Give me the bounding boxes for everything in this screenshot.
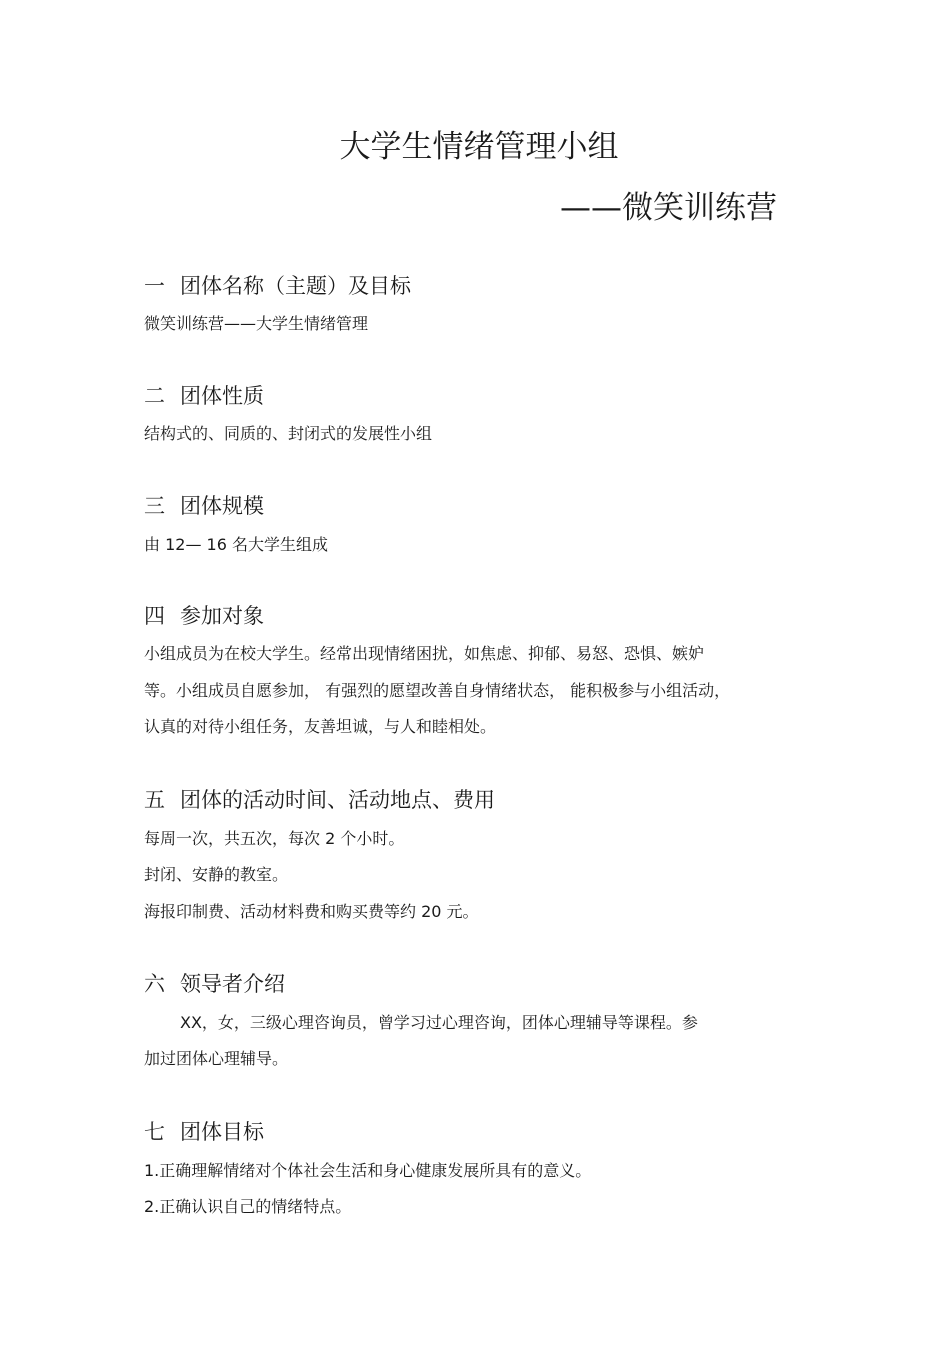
section-number: 一 bbox=[144, 274, 165, 298]
section-number: 七 bbox=[144, 1120, 165, 1144]
section-heading-5 bbox=[144, 786, 495, 814]
section-text: 认真的对待小组任务，友善坦诚，与人和睦相处。 bbox=[144, 717, 497, 736]
document-subtitle: ——微笑训练营 bbox=[560, 190, 777, 226]
section-text: 等。小组成员自愿参加， 有强烈的愿望改善自身情绪状态， 能积极参与小组活动， bbox=[144, 681, 731, 700]
section-title: 领导者介绍 bbox=[180, 972, 285, 996]
section-text: XX，女，三级心理咨询员，曾学习过心理咨询，团体心理辅导等课程。参 bbox=[180, 1013, 698, 1032]
section-text: 结构式的、同质的、封闭式的发展性小组 bbox=[144, 424, 433, 443]
section-text: 2.正确认识自己的情绪特点。 bbox=[144, 1197, 352, 1216]
section-number: 二 bbox=[144, 384, 165, 408]
section-title: 参加对象 bbox=[180, 604, 264, 628]
section-text: 海报印制费、活动材料费和购买费等约 20 元。 bbox=[144, 902, 479, 921]
section-number: 四 bbox=[144, 604, 165, 628]
section-number: 三 bbox=[144, 494, 165, 518]
section-heading-2 bbox=[144, 382, 264, 410]
section-heading-7 bbox=[144, 1118, 264, 1146]
section-text: 加过团体心理辅导。 bbox=[144, 1049, 289, 1068]
section-heading-1 bbox=[144, 272, 411, 300]
section-number: 六 bbox=[144, 972, 165, 996]
section-text: 由 12— 16 名大学生组成 bbox=[144, 535, 328, 554]
section-text: 1.正确理解情绪对个体社会生活和身心健康发展所具有的意义。 bbox=[144, 1161, 592, 1180]
section-title: 团体目标 bbox=[180, 1120, 264, 1144]
section-text: 每周一次，共五次，每次 2 个小时。 bbox=[144, 829, 405, 848]
section-heading-3 bbox=[144, 492, 264, 520]
section-number: 五 bbox=[144, 788, 165, 812]
section-heading-6 bbox=[144, 970, 285, 998]
section-text: 封闭、安静的教室。 bbox=[144, 865, 289, 884]
section-text: 小组成员为在校大学生。经常出现情绪困扰，如焦虑、抑郁、易怒、恐惧、嫉妒 bbox=[144, 644, 705, 663]
section-title: 团体性质 bbox=[180, 384, 264, 408]
section-text: 微笑训练营——大学生情绪管理 bbox=[144, 314, 369, 333]
section-title: 团体名称（主题）及目标 bbox=[180, 274, 411, 298]
section-heading-4 bbox=[144, 602, 264, 630]
document-title: 大学生情绪管理小组 bbox=[339, 129, 619, 165]
section-title: 团体的活动时间、活动地点、费用 bbox=[180, 788, 495, 812]
section-title: 团体规模 bbox=[180, 494, 264, 518]
